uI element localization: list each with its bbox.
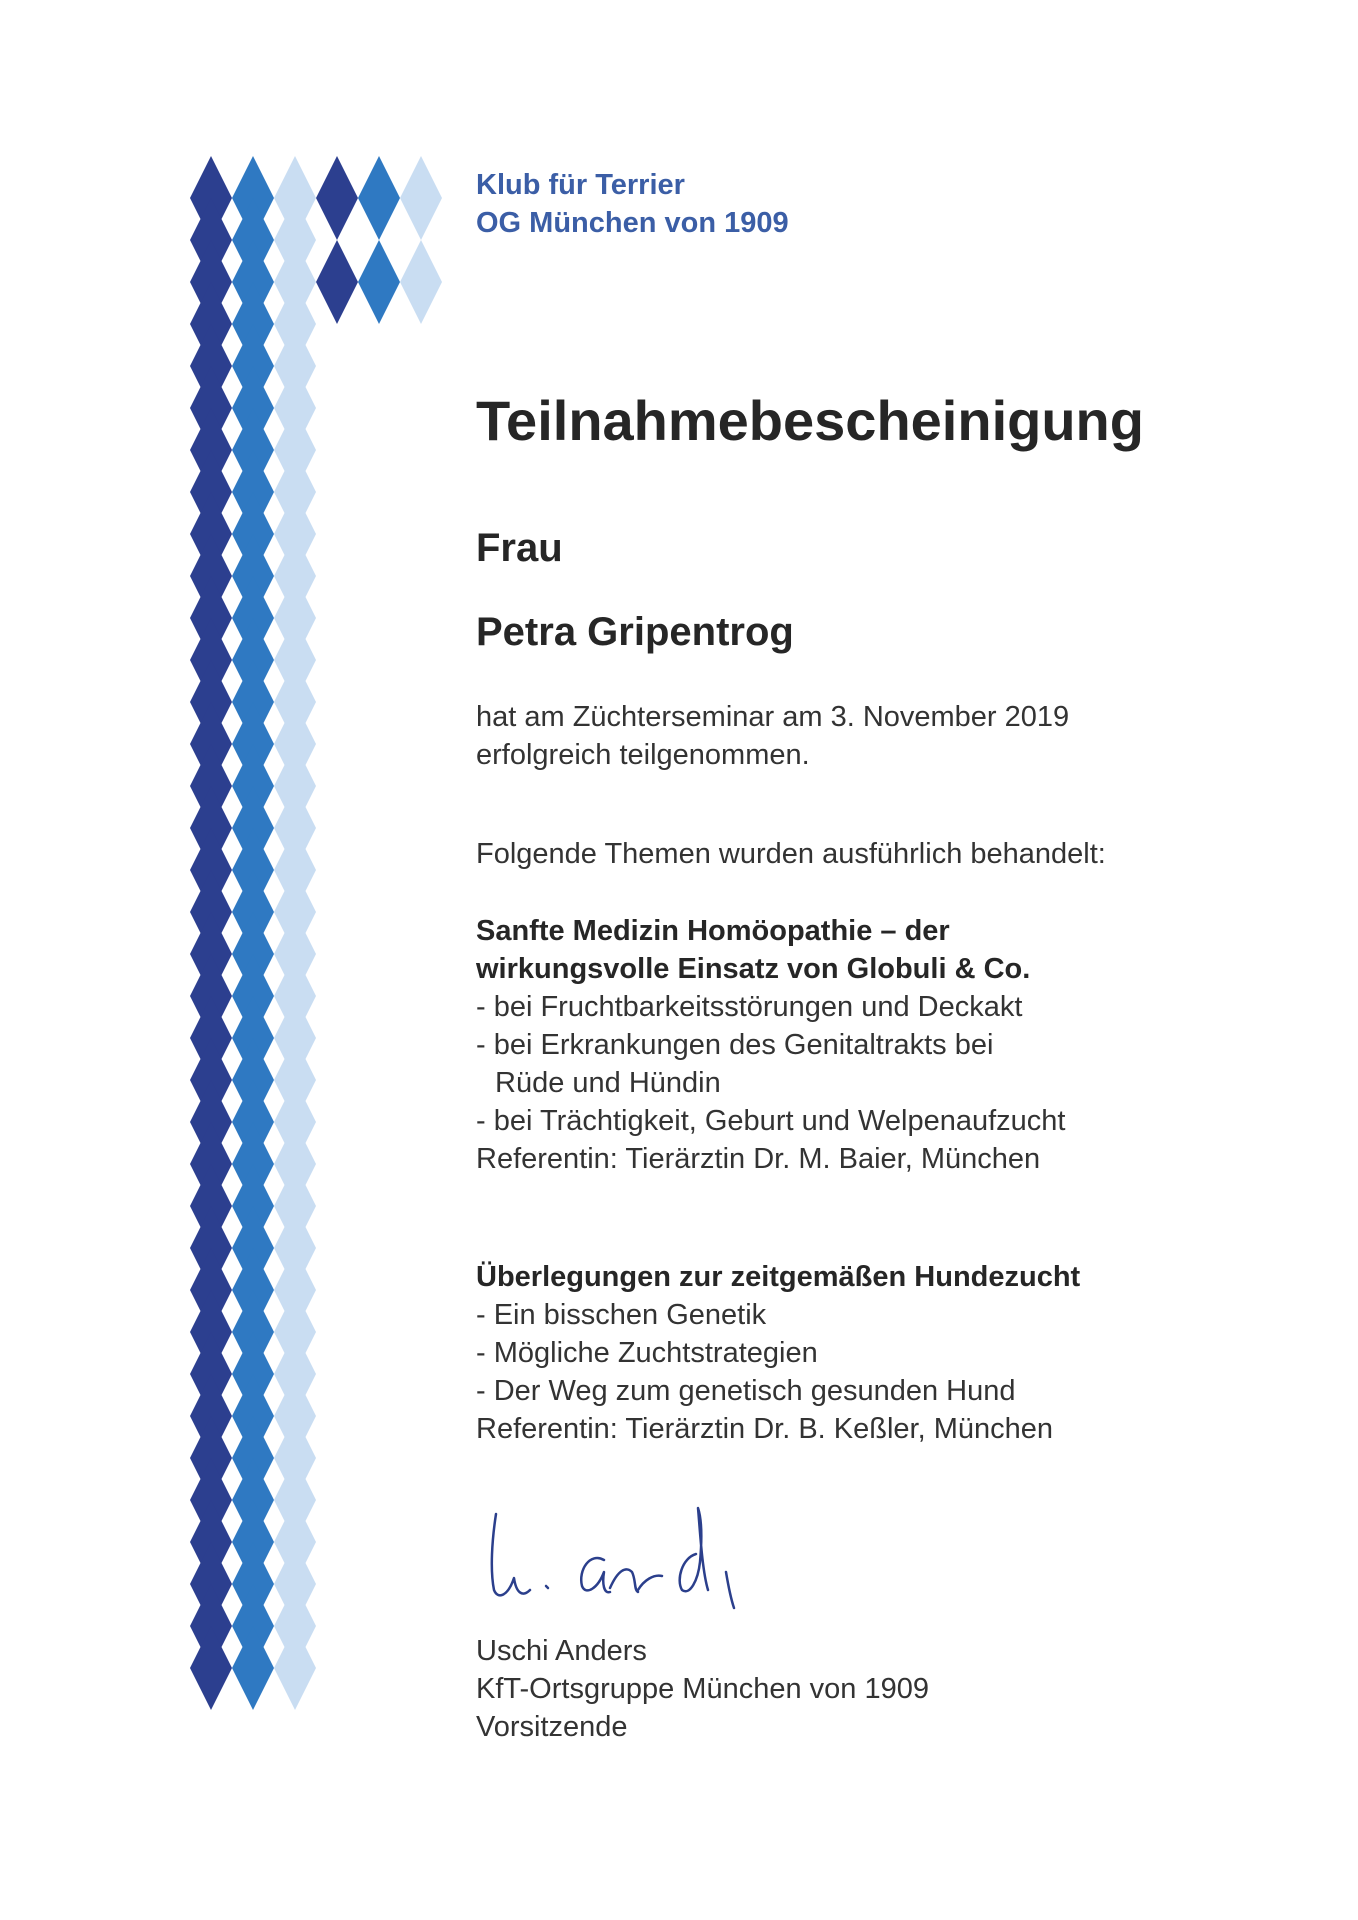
attendance-line-1: hat am Züchterseminar am 3. November 2019 bbox=[476, 701, 1070, 733]
topic-2-item-3: - Der Weg zum genetisch gesunden Hund bbox=[476, 1375, 1016, 1407]
topic-1-item-2-cont: Rüde und Hündin bbox=[495, 1067, 721, 1099]
attendance-line-2: erfolgreich teilgenommen. bbox=[476, 739, 810, 771]
signatory-role: Vorsitzende bbox=[476, 1711, 628, 1743]
signatory-block bbox=[476, 1632, 929, 1746]
signatory-name: Uschi Anders bbox=[476, 1635, 647, 1667]
club-line-1: Klub für Terrier bbox=[476, 169, 685, 201]
handwritten-signature bbox=[486, 1500, 776, 1620]
certificate-title: Teilnahmebescheinigung bbox=[476, 389, 1144, 452]
topic-1-speaker: Referentin: Tierärztin Dr. M. Baier, München bbox=[476, 1143, 1041, 1175]
border-diamond bbox=[358, 240, 400, 324]
topics-intro: Folgende Themen wurden ausführlich behandelt: bbox=[476, 838, 1106, 870]
border-diamond bbox=[316, 156, 358, 240]
topic-1-item-3: - bei Trächtigkeit, Geburt und Welpenaufzucht bbox=[476, 1105, 1066, 1137]
topic-2-title: Überlegungen zur zeitgemäßen Hundezucht bbox=[476, 1261, 1081, 1293]
topic-2-item-2: - Mögliche Zuchtstrategien bbox=[476, 1337, 818, 1369]
club-name bbox=[476, 166, 789, 242]
topic-1 bbox=[476, 912, 1065, 1178]
topic-1-title-line-2: wirkungsvolle Einsatz von Globuli & Co. bbox=[476, 953, 1031, 985]
border-diamond bbox=[358, 156, 400, 240]
bavarian-diamond-border bbox=[0, 0, 460, 1780]
topic-1-item-1: - bei Fruchtbarkeitsstörungen und Deckakt bbox=[476, 991, 1023, 1023]
club-line-2: OG München von 1909 bbox=[476, 207, 789, 239]
salutation: Frau bbox=[476, 526, 563, 570]
topic-1-title-line-1: Sanfte Medizin Homöopathie – der bbox=[476, 915, 950, 947]
border-diamond bbox=[316, 240, 358, 324]
topic-2 bbox=[476, 1258, 1080, 1448]
attendance-statement bbox=[476, 698, 1069, 774]
topic-2-item-1: - Ein bisschen Genetik bbox=[476, 1299, 767, 1331]
border-diamond bbox=[400, 156, 442, 240]
signatory-organization: KfT-Ortsgruppe München von 1909 bbox=[476, 1673, 929, 1705]
topic-2-speaker: Referentin: Tierärztin Dr. B. Keßler, München bbox=[476, 1413, 1054, 1445]
border-diamond bbox=[400, 240, 442, 324]
topic-1-item-2: - bei Erkrankungen des Genitaltrakts bei bbox=[476, 1029, 994, 1061]
participant-name: Petra Gripentrog bbox=[476, 610, 794, 654]
